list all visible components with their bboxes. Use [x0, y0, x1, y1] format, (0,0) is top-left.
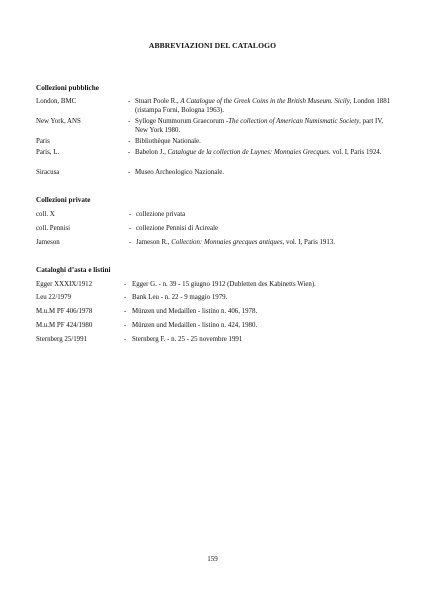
entry-dash: -: [128, 138, 131, 145]
entry-key: Egger XXXIX/1912: [36, 281, 93, 288]
entry-dash: -: [128, 98, 131, 105]
entry-value: Jameson R., Collection: Monnaies grecques antiques, vol. I, Paris 1913.: [136, 239, 335, 246]
entry-key: London, BMC: [36, 98, 77, 105]
entry-value: collezione privata: [136, 211, 186, 218]
page-number: 159: [207, 555, 218, 563]
entry-value: Museo Archeologico Nazionale.: [135, 169, 224, 176]
entry-value: Bibliothèque Nationale.: [135, 138, 201, 145]
entry-dash: -: [124, 308, 127, 315]
entry-key: coll. Pennisi: [36, 225, 71, 232]
entry-key: Paris, L.: [36, 149, 60, 156]
entry-key: M.u.M PF 406/1978: [36, 308, 93, 315]
entry-value: Babelon J., Catalogue de la collection de Luynes: Monnaies Grecques. vol. I, Paris 1924.: [135, 149, 382, 156]
entry-dash: -: [124, 281, 127, 288]
entry-key: Leu 22/1979: [36, 294, 72, 301]
entry-dash: -: [128, 169, 131, 176]
entry-dash: -: [128, 118, 131, 125]
entry-dash: -: [128, 149, 131, 156]
entry-value: Stuart Poole R., A Catalogue of the Greek Coins in the British Museum. Sicily, London 1881 (ristampa Forni, Bologna 1963).: [135, 98, 391, 115]
entry-value: Bank Leu - n. 22 - 9 maggio 1979.: [132, 294, 228, 301]
entry-dash: -: [129, 211, 132, 218]
entry-key: M.u.M PF 424/1980: [36, 322, 93, 329]
entry-value: Sternberg F. - n. 25 - 25 novembre 1991: [132, 336, 243, 343]
entry-dash: -: [124, 336, 127, 343]
section-heading-public: Collezioni pubbliche: [36, 84, 99, 92]
entry-dash: -: [124, 322, 127, 329]
entry-dash: -: [129, 225, 132, 232]
entry-value: Münzen und Medaillen - listino n. 424, 1980.: [132, 322, 258, 329]
section-heading-private: Collezioni private: [36, 196, 91, 204]
section-heading-auctions: Cataloghi d’asta e listini: [36, 266, 111, 274]
entry-value: Sylloge Nummorum Graecorum -The collection of American Numismatic Society, part IV, New York 1980.: [135, 118, 384, 135]
entry-value: collezione Pennisi di Acireale: [136, 225, 219, 232]
entry-key: Jameson: [36, 239, 60, 246]
entry-key: Sternberg 25/1991: [36, 336, 87, 343]
entry-key: Paris: [36, 138, 50, 145]
entry-dash: -: [129, 239, 132, 246]
page-title: ABBREVIAZIONI DEL CATALOGO: [148, 41, 277, 50]
entry-value: Münzen und Medaillen - listino n. 406, 1978.: [132, 308, 258, 315]
entry-key: New York, ANS: [36, 118, 81, 125]
entry-dash: -: [124, 294, 127, 301]
entry-key: Siracusa: [36, 169, 60, 176]
entry-key: coll. X: [36, 211, 55, 218]
entry-value: Egger G. - n. 39 - 15 giugno 1912 (Dubletten des Kabinetts Wien).: [132, 281, 316, 288]
